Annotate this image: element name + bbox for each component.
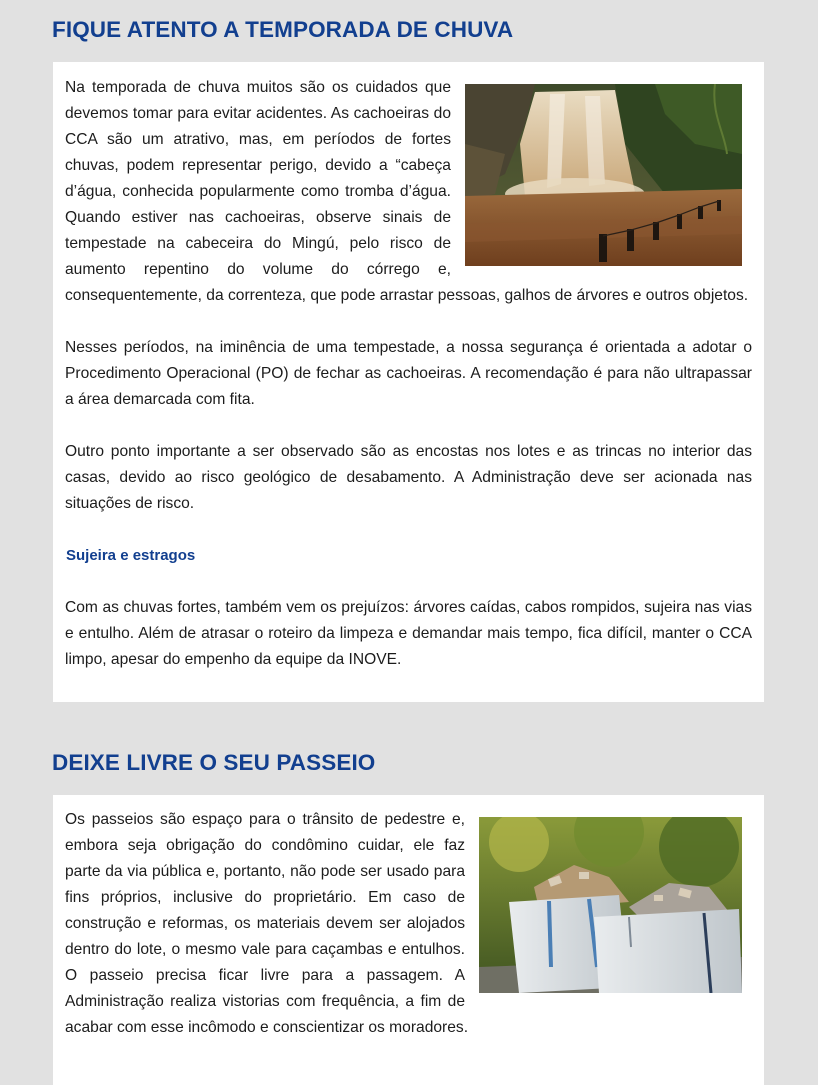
paragraph-rain-slopes: Outro ponto importante a ser observado são as encostas nos lotes e as trincas no interior das casas, devido ao risco geológico de desabamento. A Administração deve ser acionada nas situações de risco. [65, 443, 752, 512]
paragraph-rain-procedure: Nesses períodos, na iminência de uma tempestade, a nossa segurança é orientada a adotar o Procedimento Operacional (PO) de fechar as cachoeiras. A recomendação é para não ultrapassar a área demarcada com fita. [65, 339, 752, 408]
paragraph-dirt-damage: Com as chuvas fortes, também vem os prejuízos: árvores caídas, cabos rompidos, sujeira nas vias e entulho. Além de atrasar o roteiro da limpeza e demandar mais tempo, fica difícil, manter o CCA limpo, apesar do empenho da equipe da INOVE. [65, 599, 752, 668]
section-title-sidewalk: DEIXE LIVRE O SEU PASSEIO [52, 750, 376, 775]
rubble-bags-photo [479, 817, 742, 993]
paragraph-rain-intro: Na temporada de chuva muitos são os cuidados que devemos tomar para evitar acidentes. As cachoeiras do CCA são um atrativo, mas, em períodos de fortes chuvas, podem representar perigo, devido a “cabeça d’água, conhecida popularmente como tromba d’água. Quando estiver nas cachoeiras, observe sinais de tempestade na cabeceira do Mingú, pelo risco de aumento repentino do volume do córrego e, consequentemente, da correnteza, que pode arrastar pessoas, galhos de árvores e outros objetos. [65, 79, 749, 304]
waterfall-photo [465, 84, 742, 266]
paragraph-sidewalk: Os passeios são espaço para o trânsito de pedestre e, embora seja obrigação do condômino cuidar, ele faz parte da via pública e, portanto, não pode ser usado para fins próprios, inclusive do proprietário. Em caso de construção e reformas, os materiais devem ser alojados dentro do lote, o mesmo vale para caçambas e entulhos. O passeio precisa ficar livre para a passagem. A Administração realiza vistorias com frequência, a fim de acabar com esse incômodo e conscientizar os moradores. [65, 811, 469, 1036]
article-card-sidewalk [53, 795, 764, 1085]
section-title-rain-season: FIQUE ATENTO A TEMPORADA DE CHUVA [52, 17, 514, 42]
article-card-rain-season [53, 62, 764, 702]
subheading-dirt-damage: Sujeira e estragos [66, 547, 196, 564]
